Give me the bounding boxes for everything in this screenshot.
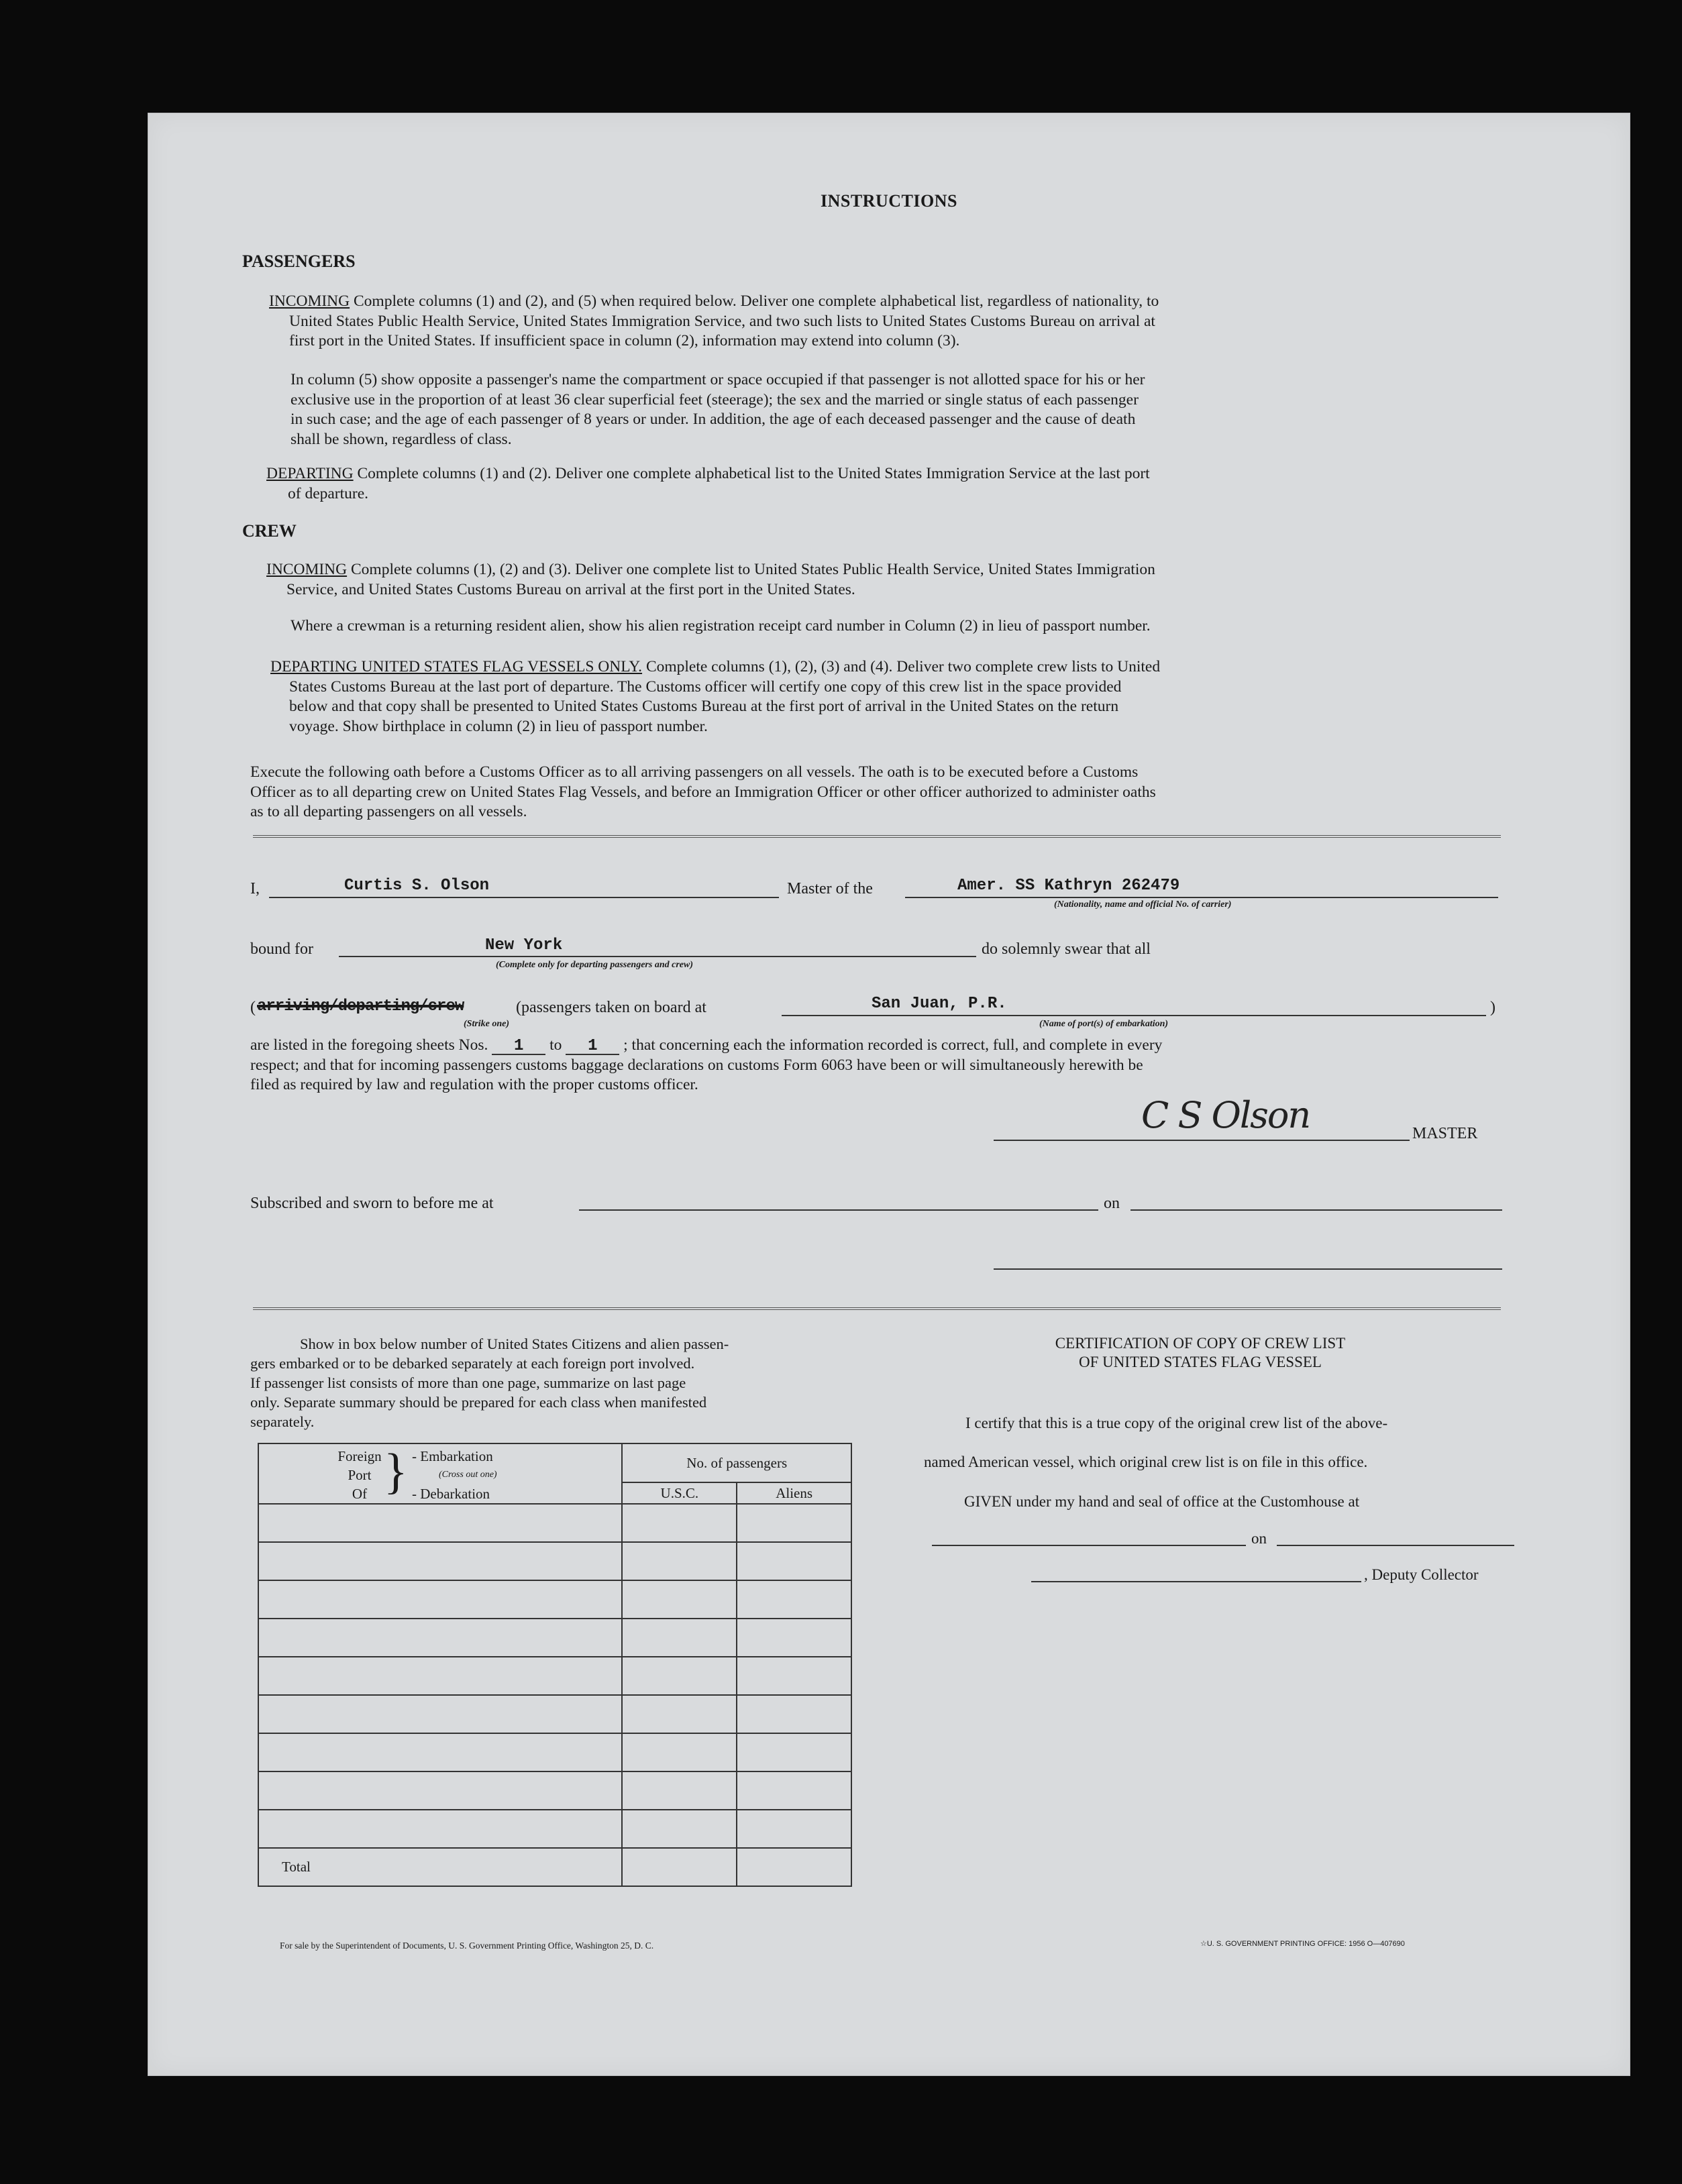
passengers-departing-paragraph [266,464,1534,504]
listed-text-rest: ; that concerning each the information recorded is correct, full, and complete in every [623,1036,1163,1054]
master-name-line [269,897,779,898]
usc-cell[interactable] [622,1619,737,1657]
usc-cell[interactable] [622,1695,737,1733]
listed-label: are listed in the foregoing sheets Nos. [250,1036,488,1054]
passenger-summary-table [258,1443,852,1887]
certification-on-label: on [1251,1530,1267,1547]
master-signature-line [994,1140,1410,1141]
crew-incoming-label: INCOMING [266,561,348,578]
deputy-signature-line[interactable] [1031,1581,1361,1582]
usc-cell[interactable] [622,1733,737,1771]
column5-line-4: shall be shown, regardless of class. [291,430,512,448]
oath-body-line-3: filed as required by law and regulation with the proper customs officer. [250,1076,698,1093]
table-row [258,1504,851,1542]
subscribed-date-line[interactable] [1131,1209,1502,1211]
table-row [258,1810,851,1848]
strike-one-field[interactable]: arriving/departing/crew [257,997,464,1016]
oath-i-label: I, [250,880,260,897]
bound-for-field[interactable]: New York [485,936,563,954]
foreign-port-header [258,1443,622,1504]
subscribed-on-label: on [1104,1195,1120,1212]
certification-title-line-1: CERTIFICATION OF COPY OF CREW LIST [1055,1335,1346,1352]
table-row [258,1542,851,1580]
bound-for-caption: (Complete only for departing passengers and crew) [496,960,693,970]
oath-body-paragraph [250,1036,1545,1095]
certification-text-1: I certify that this is a true copy of the original crew list of the above- [965,1415,1388,1431]
aliens-cell[interactable] [737,1695,851,1733]
table-row [258,1771,851,1810]
oath-intro-line-2: Officer as to all departing crew on United States Flag Vessels, and before an Immigration Officer or other officer authorized to administer oaths [250,783,1156,801]
column5-line-1: In column (5) show opposite a passenger's name the compartment or space occupied if that passenger is not allotted space for his or her [291,371,1145,388]
aliens-cell[interactable] [737,1810,851,1848]
brace-icon: } [384,1444,408,1499]
footer-sale-note: For sale by the Superintendent of Documents, U. S. Government Printing Office, Washington 25, D. C. [280,1941,654,1951]
crew-departing-line-2: States Customs Bureau at the last port of departure. The Customs officer will certify one copy of this crew list in the space provided [289,677,1122,696]
footer-gpo-note: ☆U. S. GOVERNMENT PRINTING OFFICE: 1956 O—407690 [1200,1940,1405,1948]
aliens-cell[interactable] [737,1733,851,1771]
port-line [782,1015,1486,1016]
aliens-cell[interactable] [737,1504,851,1542]
port-cell[interactable] [258,1619,622,1657]
port-cell[interactable] [258,1695,622,1733]
column5-line-3: in such case; and the age of each passenger of 8 years or under. In addition, the age of each deceased passenger and the cause of death [291,411,1136,428]
master-of-label: Master of the [787,880,873,897]
vessel-line [905,897,1498,898]
certification-text-3: GIVEN under my hand and seal of office at the Customhouse at [964,1493,1360,1510]
summary-instructions-line-2: gers embarked or to be debarked separately at each foreign port involved. [250,1355,695,1372]
master-label: MASTER [1412,1125,1478,1142]
passengers-incoming-label: INCOMING [269,292,350,310]
passengers-incoming-line-2: United States Public Health Service, United States Immigration Service, and two such lists to United States Customs Bureau on arrival at [289,312,1155,330]
table-row [258,1580,851,1619]
summary-instructions-line-1: Show in box below number of United States Citizens and alien passen- [300,1335,729,1352]
crew-departing-line-4: voyage. Show birthplace in column (2) in lieu of passport number. [289,717,708,735]
total-row [258,1848,851,1886]
aliens-cell[interactable] [737,1771,851,1810]
header-foreign: Foreign [337,1448,382,1464]
usc-cell[interactable] [622,1542,737,1580]
total-aliens-cell[interactable] [737,1848,851,1886]
page-title: INSTRUCTIONS [821,191,957,211]
usc-cell[interactable] [622,1657,737,1695]
header-usc: U.S.C. [622,1482,737,1504]
table-row [258,1695,851,1733]
swear-label: do solemnly swear that all [982,940,1151,958]
vessel-caption: (Nationality, name and official No. of carrier) [1054,899,1232,910]
usc-cell[interactable] [622,1580,737,1619]
crew-departing-paragraph [270,657,1532,736]
master-name-field[interactable]: Curtis S. Olson [344,877,490,895]
passengers-heading: PASSENGERS [242,252,356,271]
crew-heading: CREW [242,521,297,541]
divider-bottom [253,1307,1501,1310]
crew-departing-label: DEPARTING UNITED STATES FLAG VESSELS ONLY. [270,658,643,675]
close-paren: ) [1490,999,1495,1016]
customhouse-place-line[interactable] [932,1545,1246,1546]
port-cell[interactable] [258,1504,622,1542]
total-usc-cell[interactable] [622,1848,737,1886]
table-row [258,1619,851,1657]
crew-incoming-paragraph [266,560,1534,600]
crew-incoming-line-2: Service, and United States Customs Bureau on arrival at the first port in the United States. [286,580,855,598]
certification-title [898,1334,1502,1372]
passengers-departing-line-1: Complete columns (1) and (2). Deliver one complete alphabetical list to the United States Immigration Service at the last port [353,465,1150,482]
total-label: Total [258,1848,622,1886]
certification-date-line[interactable] [1277,1545,1514,1546]
aliens-cell[interactable] [737,1542,851,1580]
column5-paragraph [291,370,1538,449]
usc-cell[interactable] [622,1810,737,1848]
open-paren: ( [250,999,256,1016]
sheet-to-field[interactable]: 1 [588,1037,598,1055]
passengers-incoming-line-1: Complete columns (1) and (2), and (5) when required below. Deliver one complete alphabetical list, regardless of nationality, to [350,292,1159,310]
crew-departing-line-1: Complete columns (1), (2), (3) and (4). Deliver two complete crew lists to United [642,658,1161,675]
subscribed-label: Subscribed and sworn to before me at [250,1195,494,1212]
passengers-incoming-line-3: first port in the United States. If insufficient space in column (2), information may extend into column (3). [289,332,960,349]
summary-instructions-line-4: only. Separate summary should be prepared for each class when manifested [250,1394,707,1411]
oath-body-line-2: respect; and that for incoming passengers customs baggage declarations on customs Form 6063 have been or will simultaneously herewith be [250,1056,1143,1074]
usc-cell[interactable] [622,1504,737,1542]
table-row [258,1733,851,1771]
port-cell[interactable] [258,1810,622,1848]
summary-instructions [250,1334,854,1431]
header-port: Port [348,1467,372,1483]
table-row [258,1657,851,1695]
bound-for-line [339,956,976,957]
deputy-collector-label: , Deputy Collector [1364,1566,1479,1583]
oath-intro-line-3: as to all departing passengers on all vessels. [250,803,527,820]
officer-signature-line[interactable] [994,1268,1502,1270]
crew-resident-line: Where a crewman is a returning resident alien, show his alien registration receipt card number in Column (2) in lieu of passport number. [291,617,1151,635]
column5-line-2: exclusive use in the proportion of at least 36 clear superficial feet (steerage); the sex and the married or single status of each passenger [291,390,1139,408]
divider-top [253,835,1501,838]
port-cell[interactable] [258,1657,622,1695]
bound-for-label: bound for [250,940,313,958]
passengers-departing-line-2: of departure. [288,484,369,502]
port-cell[interactable] [258,1771,622,1810]
header-aliens: Aliens [737,1482,851,1504]
aliens-cell[interactable] [737,1657,851,1695]
aliens-cell[interactable] [737,1580,851,1619]
port-cell[interactable] [258,1733,622,1771]
crew-departing-line-3: below and that copy shall be presented to United States Customs Bureau at the first port of arrival in the United States on the return [289,698,1119,715]
passengers-departing-label: DEPARTING [266,465,354,482]
crew-incoming-line-1: Complete columns (1), (2) and (3). Deliver one complete list to United States Public Health Service, United States Immigration [347,561,1155,578]
master-signature: C S Olson [1141,1094,1310,1136]
header-cross-out: (Cross out one) [439,1470,497,1480]
certification-title-line-2: OF UNITED STATES FLAG VESSEL [1079,1354,1322,1370]
header-embarkation: - Embarkation [412,1448,493,1464]
certification-text-2: named American vessel, which original crew list is on file in this office. [924,1454,1368,1470]
header-debarkation: - Debarkation [412,1486,490,1502]
header-of: Of [352,1486,368,1502]
sheet-from-field[interactable]: 1 [514,1037,524,1055]
port-caption: (Name of port(s) of embarkation) [1039,1019,1169,1029]
port-cell[interactable] [258,1580,622,1619]
port-field[interactable]: San Juan, P.R. [872,995,1007,1013]
vessel-field[interactable]: Amer. SS Kathryn 262479 [957,877,1180,895]
document-page [148,113,1630,2076]
summary-instructions-line-5: separately. [250,1413,315,1430]
to-label: to [549,1036,562,1054]
oath-intro-paragraph [250,763,1545,822]
subscribed-place-line[interactable] [579,1209,1098,1211]
usc-cell[interactable] [622,1771,737,1810]
strike-one-caption: (Strike one) [464,1019,510,1029]
header-no-passengers: No. of passengers [622,1443,851,1482]
oath-intro-line-1: Execute the following oath before a Customs Officer as to all arriving passengers on all vessels. The oath is to be executed before a Customs [250,763,1139,781]
passengers-taken-label: (passengers taken on board at [516,999,706,1016]
passengers-incoming-paragraph [269,292,1530,351]
summary-instructions-line-3: If passenger list consists of more than one page, summarize on last page [250,1374,686,1391]
aliens-cell[interactable] [737,1619,851,1657]
port-cell[interactable] [258,1542,622,1580]
